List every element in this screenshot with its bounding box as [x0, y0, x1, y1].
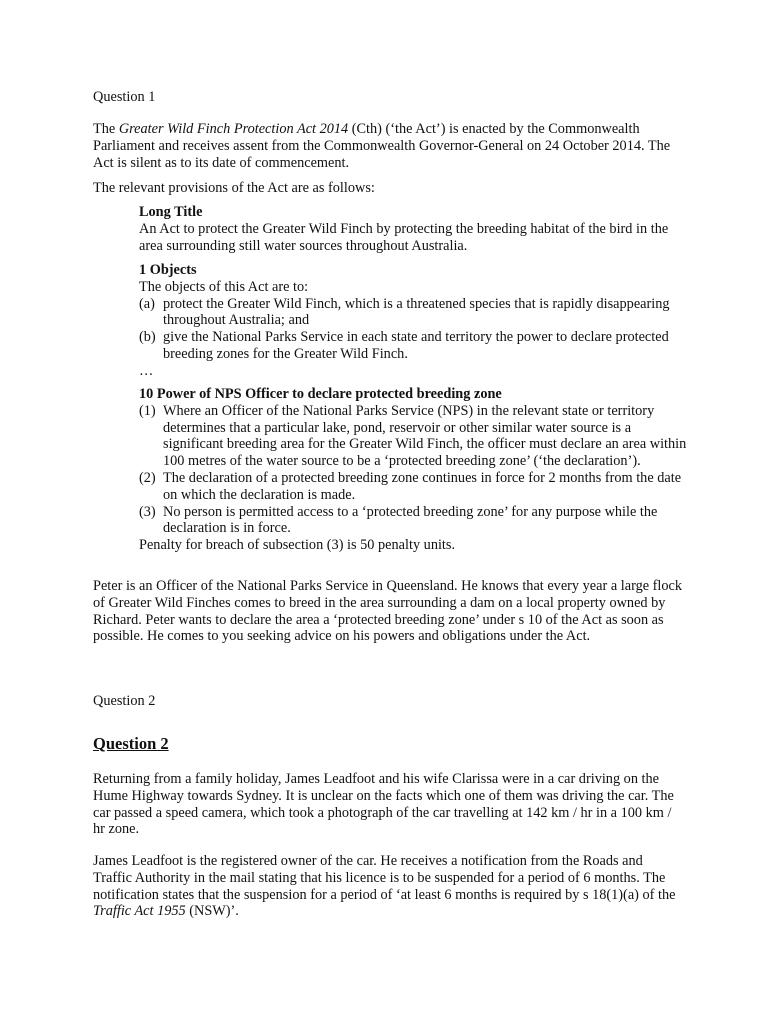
- q1-intro-paragraph: [93, 121, 683, 171]
- q2-para2-post: (NSW)’.: [185, 903, 239, 920]
- item-number: (2): [139, 469, 156, 486]
- section-10-item: [139, 470, 687, 504]
- item-text: protect the Greater Wild Finch, which is a threatened species that is rapidly disappearing throughout Australia; and: [163, 295, 670, 329]
- item-text: No person is permitted access to a ‘protected breeding zone’ for any purpose while the declaration is in force.: [163, 503, 658, 537]
- section-10-heading: 10 Power of NPS Officer to declare protected breeding zone: [139, 386, 502, 402]
- question-1-label: Question 1: [93, 89, 156, 105]
- act-title: Greater Wild Finch Protection Act 2014: [118, 121, 349, 137]
- objects-heading: 1 Objects: [139, 262, 197, 278]
- q2-paragraph-2: [93, 853, 683, 920]
- q1-intro-post: (Cth) (‘the Act’) is enacted by the Commonwealth Parliament and receives assent from the Commonwealth Governor-General on 24 October 2014. The Act is silent as to its date of commencement.: [93, 121, 671, 171]
- q2-paragraph-1: Returning from a family holiday, James Leadfoot and his wife Clarissa were in a car driving on the Hume Highway towards Sydney. It is unclear on the facts which one of them was driving the car. The car passed a speed camera, which took a photograph of the car travelling at 142 km / hr in a 100 km / hr zone.: [93, 771, 674, 838]
- section-10: [139, 386, 687, 554]
- q1-facts-paragraph: Peter is an Officer of the National Parks Service in Queensland. He knows that every year a large flock of Greater Wild Finches comes to breed in the area surrounding a dam on a local property owned by Richard. Peter wants to declare the area a ‘protected breeding zone’ under s 10 of the Act as soon as possible. He comes to you seeking advice on his powers and obligations under the Act.: [93, 578, 683, 645]
- item-number: (a): [139, 295, 155, 312]
- item-number: (1): [139, 402, 156, 419]
- provisions-intro: The relevant provisions of the Act are as follows:: [93, 180, 375, 196]
- section-10-item: [139, 504, 687, 538]
- objects-section: [139, 262, 687, 380]
- long-title-heading: Long Title: [139, 204, 203, 220]
- objects-item: [139, 329, 687, 363]
- question-2-label: Question 2: [93, 693, 156, 709]
- penalty-text: Penalty for breach of subsection (3) is 50 penalty units.: [139, 537, 456, 554]
- q2-para2-pre: James Leadfoot is the registered owner of the car. He receives a notification from the Roads and Traffic Authority in the mail stating that his licence is to be suspended for a period of 6 months. The notification states that the suspension for a period of ‘at least 6 months is required by s 18(1)(a) of the: [93, 853, 676, 903]
- item-text: give the National Parks Service in each state and territory the power to declare protected breeding zones for the Greater Wild Finch.: [163, 329, 669, 362]
- section-10-item: [139, 403, 687, 470]
- item-number: (3): [139, 503, 156, 520]
- long-title-section: [139, 204, 687, 254]
- objects-item: [139, 296, 687, 330]
- item-text: Where an Officer of the National Parks Service (NPS) in the relevant state or territory determines that a particular lake, pond, reservoir or other similar water source is a significant breeding area for the Greater Wild Finch, the officer must declare an area within 100 metres of the water source to be a ‘protected breeding zone’ (‘the declaration’).: [163, 402, 687, 470]
- traffic-act-title: Traffic Act 1955: [93, 903, 186, 920]
- item-text: The declaration of a protected breeding zone continues in force for 2 months from the date on which the declaration is made.: [163, 469, 682, 503]
- ellipsis: …: [139, 362, 154, 379]
- q1-intro-pre: The: [93, 121, 119, 137]
- item-number: (b): [139, 329, 156, 346]
- long-title-text: An Act to protect the Greater Wild Finch by protecting the breeding habitat of the bird in the area surrounding still water sources throughout Australia.: [139, 220, 669, 254]
- question-2-heading: Question 2: [93, 734, 169, 753]
- objects-intro: The objects of this Act are to:: [139, 278, 309, 295]
